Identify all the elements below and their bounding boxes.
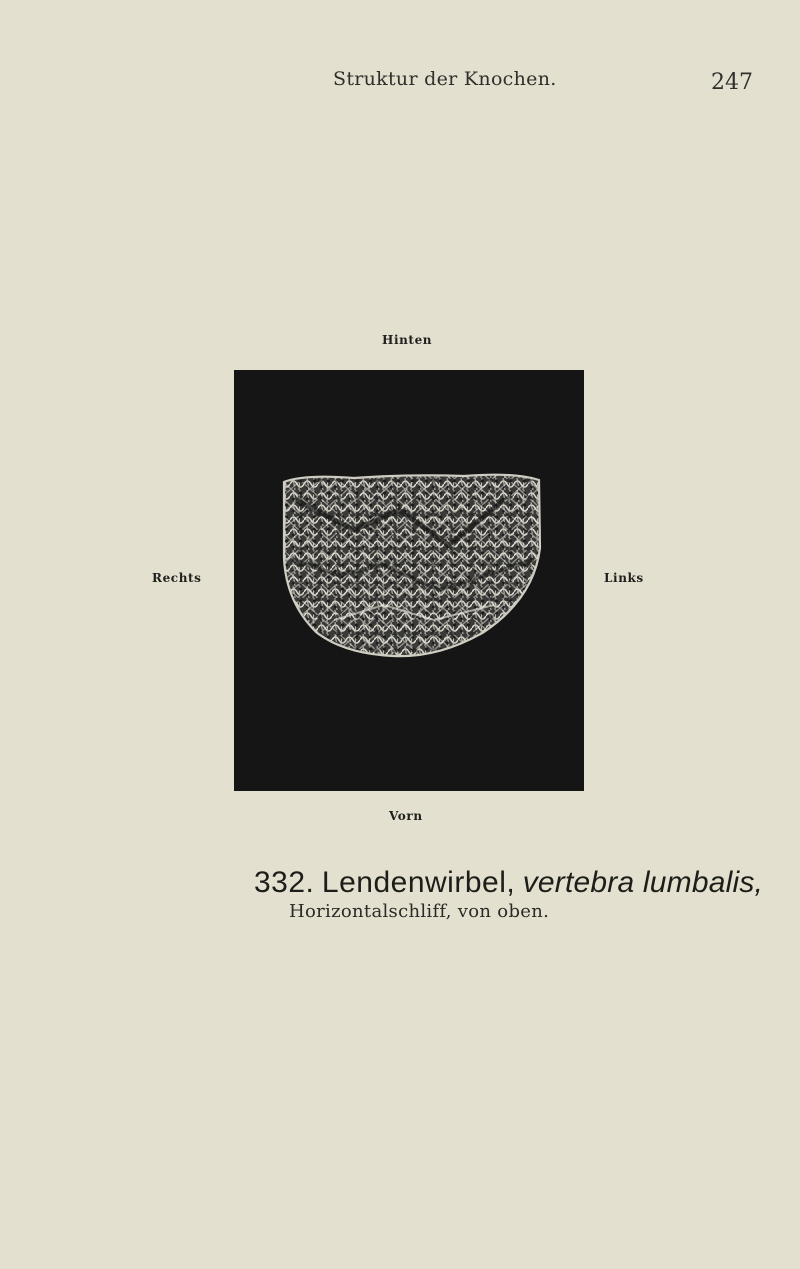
- vertebra-section-image: [234, 370, 584, 791]
- page-number: 247: [711, 70, 753, 95]
- bone-section-plate: [234, 370, 584, 791]
- label-rechts: Rechts: [152, 571, 202, 585]
- label-links: Links: [604, 571, 644, 585]
- caption-latin-term: vertebra lumbalis,: [522, 866, 764, 899]
- caption-term: Lendenwirbel,: [321, 866, 516, 899]
- caption-title: [254, 866, 763, 900]
- caption-description: Horizontalschliff, von oben.: [289, 901, 550, 922]
- running-title: Struktur der Knochen.: [333, 68, 557, 90]
- label-hinten: Hinten: [382, 333, 433, 347]
- figure-number: 332.: [254, 866, 315, 899]
- running-head: [0, 68, 800, 98]
- label-vorn: Vorn: [389, 809, 423, 823]
